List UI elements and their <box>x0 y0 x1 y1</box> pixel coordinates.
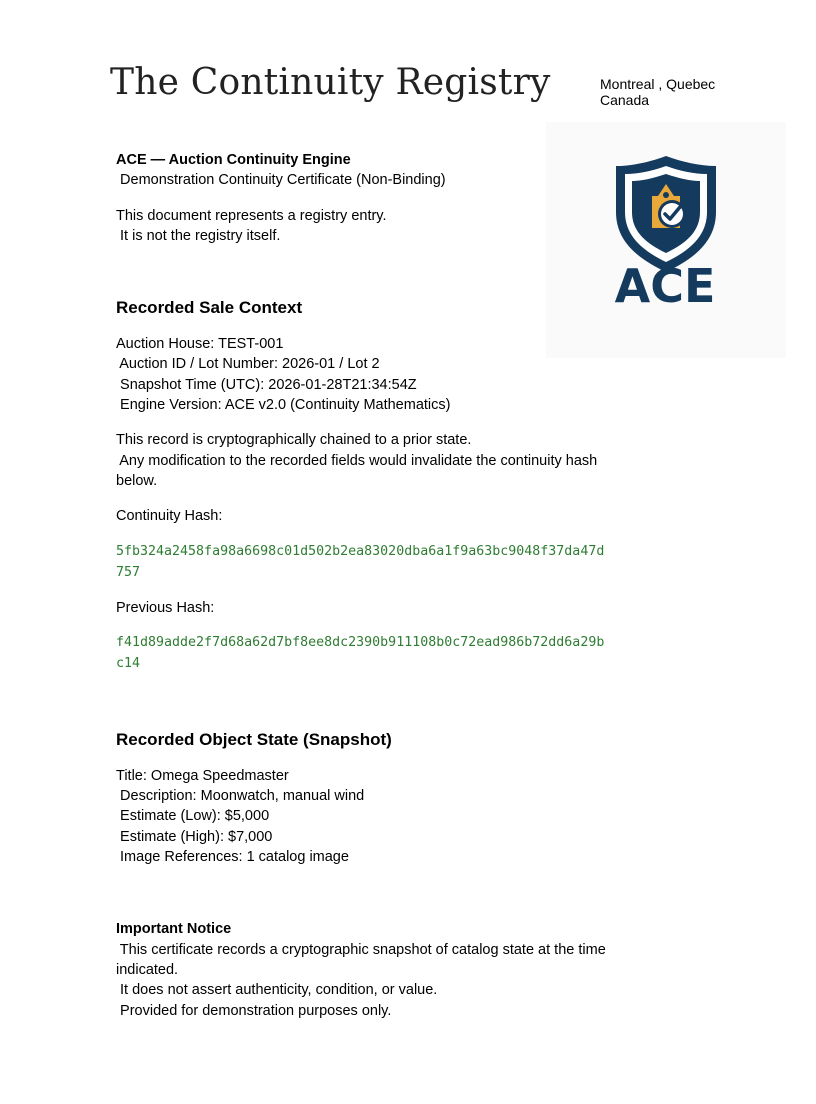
engine-version: Engine Version: ACE v2.0 (Continuity Mathematics) <box>116 397 451 414</box>
notice-line3: It does not assert authenticity, condition, or value. <box>116 982 438 999</box>
chain-note-line1: This record is cryptographically chained to a prior state. <box>116 432 472 449</box>
auction-house: Auction House: TEST-001 <box>116 336 284 353</box>
image-references: Image References: 1 catalog image <box>116 849 349 866</box>
continuity-hash-label: Continuity Hash: <box>116 508 223 525</box>
notice-line2: indicated. <box>116 961 179 978</box>
notice-line1: This certificate records a cryptographic snapshot of catalog state at the time <box>116 941 606 958</box>
object-description: Description: Moonwatch, manual wind <box>116 788 365 805</box>
certificate-body <box>116 150 616 1021</box>
sale-context-heading: Recorded Sale Context <box>116 298 303 318</box>
chain-note-line2: Any modification to the recorded fields would invalidate the continuity hash <box>116 452 598 469</box>
chain-note-line3: below. <box>116 472 158 489</box>
logo-text: ACE <box>614 259 716 313</box>
estimate-high: Estimate (High): $7,000 <box>116 828 273 845</box>
registry-note-line1: This document represents a registry entry. <box>116 207 387 224</box>
location-country: Canada <box>600 92 650 108</box>
notice-heading: Important Notice <box>116 921 232 938</box>
auction-lot: Auction ID / Lot Number: 2026-01 / Lot 2 <box>116 356 380 373</box>
object-state-heading: Recorded Object State (Snapshot) <box>116 729 392 749</box>
object-title: Title: Omega Speedmaster <box>116 767 289 784</box>
previous-hash-label: Previous Hash: <box>116 599 215 616</box>
page-title: The Continuity Registry <box>110 62 551 103</box>
certificate-type: Demonstration Continuity Certificate (Non-Binding) <box>116 172 446 189</box>
location-city: Montreal , Quebec <box>600 76 716 92</box>
location-block <box>600 76 715 108</box>
engine-name: ACE — Auction Continuity Engine <box>116 152 351 168</box>
snapshot-time: Snapshot Time (UTC): 2026-01-28T21:34:54Z <box>116 376 417 393</box>
previous-hash-value: f41d89adde2f7d68a62d7bf8ee8dc2390b911108b0c72ead986b72dd6a29bc14 <box>116 634 605 671</box>
estimate-low: Estimate (Low): $5,000 <box>116 808 270 825</box>
continuity-hash-value: 5fb324a2458fa98a6698c01d502b2ea83020dba6a1f9a63bc9048f37da47d757 <box>116 543 605 580</box>
registry-note-line2: It is not the registry itself. <box>116 227 281 244</box>
notice-line4: Provided for demonstration purposes only. <box>116 1002 392 1019</box>
